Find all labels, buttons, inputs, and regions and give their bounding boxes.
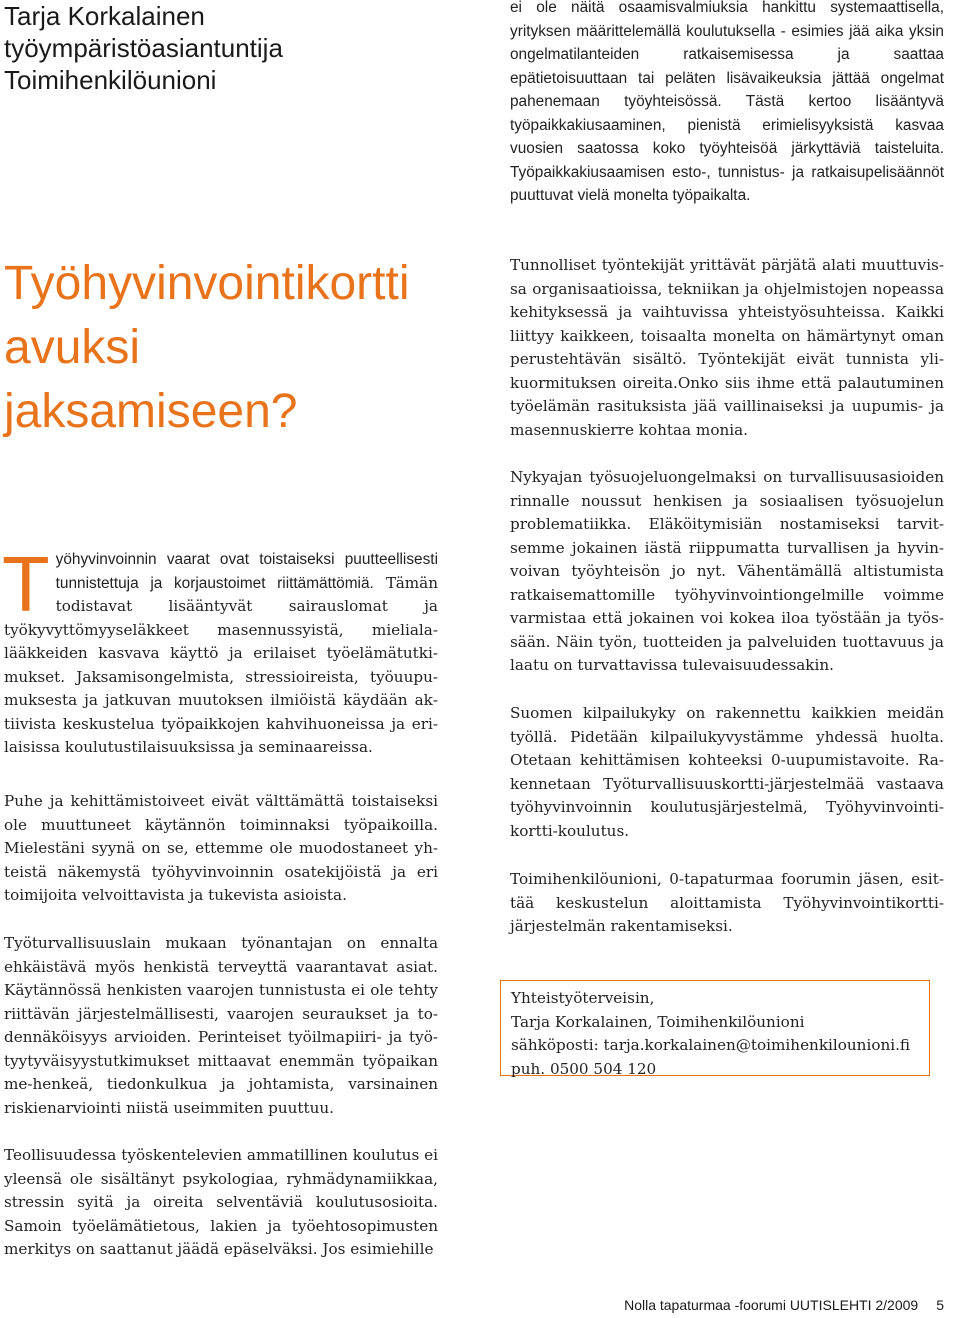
headline-line-1: Työhyvinvointikortti xyxy=(4,257,410,310)
contact-box xyxy=(500,980,930,1076)
page-number: 5 xyxy=(936,1297,944,1313)
left-column-para-4 xyxy=(4,1144,438,1262)
paragraph: Nykyajan työsuojeluongelmaksi on turvallisuusasioiden rinnalle noussut henkisen ja sosiaalisen työsuojelun problematiikka. Eläköitymisiän nostamiseksi tarvitsemme jokainen iästä riippumatta turvallisen ja hyvinvoivan työyhteisön jo nyt. Vähentämällä altistumista ratkaisemattomille työhyvinvointiongelmille voimme varmistaa että jokainen voi kokea iloa työstään ja työssään. Näin työn, tuotteiden ja palveluiden tuottavuus ja laatu on turvattavissa tulevaisuudessakin. xyxy=(510,468,944,674)
right-column-para-4 xyxy=(510,702,944,843)
author-role: työympäristöasiantuntija xyxy=(4,33,283,63)
right-column-para-2 xyxy=(510,254,944,442)
paragraph: ei ole näitä osaamisvalmiuksia hankittu systemaattisella, yrityksen määrittelemällä koulutuksella - esimies jää aika yksin ongelmatilanteiden ratkaisemisessa ja saattaa epätietoisuuttaan tai peläten lisävaikeuksia jättää ongelmat pahenemaan työyhteisössä. Tästä kertoo lisääntyvä työpaikkakiusaaminen, pienistä erimielisyyksistä kasvaa vuosien saatossa koko työyhteisöä järkyttäviä taisteluita. Työpaikkakiusaamisen esto-, tunnistus- ja ratkaisupelisäännöt puuttuvat vielä monelta työpaikalta. xyxy=(510,0,944,204)
paragraph: Työturvallisuuslain mukaan työnantajan on ennalta ehkäistävä myös henkistä terveyttä vaarantavat asiat. Käytännössä henkisten vaarojen tunnistusta ei ole tehty riittävän järjestelmällisesti, vaarojen seuraukset ja todennäköisyys arvioiden. Perinteiset työilmapiiri- ja työtyytyväisyystutkimukset mittaavat enemmän työpaikan me-henkeä, tiedonkulkua ja johtamista, varsinainen riskienarviointi niistä useimmiten puuttuu. xyxy=(4,934,438,1117)
contact-greeting: Yhteistyöterveisin, xyxy=(511,989,655,1007)
right-column-para-1 xyxy=(510,0,944,208)
author-org: Toimihenkilöunioni xyxy=(4,65,217,95)
paragraph: Teollisuudessa työskentelevien ammatillinen koulutus ei yleensä ole sisältänyt psykologiaa, ryhmädynamiikkaa, stressin syitä ja oireita selventäviä koulutusosioita. Samoin työelämätietous, lakien ja työehtosopimusten merkitys on saattanut jäädä epäselväksi. Jos esimiehille xyxy=(4,1146,438,1258)
right-column-para-3 xyxy=(510,466,944,678)
page-footer xyxy=(624,1297,944,1313)
left-column-para-3 xyxy=(4,932,438,1120)
paragraph-rest: Tämän todistavat lisääntyvät sairauslomat ja työkyvyttömyyseläkkeet masennussyistä, mielialalääkkeiden kasvava käyttö ja erilaiset työelämätutkimukset. Jaksamisongelmista, stressioireista, työuupumuksesta ja jatkuvan muutoksen ilmiöistä käydään aktiivista keskustelua työpaikkojen kahvihuoneissa ja erilaisissa koulutustilaisuuksissa ja seminaareissa. xyxy=(4,573,438,756)
paragraph: Toimihenkilöunioni, 0-tapaturmaa foorumin jäsen, esittää keskustelun aloittamista Työhyvinvointikorttijärjestelmän rakentamiseksi. xyxy=(510,870,944,935)
right-column-para-5 xyxy=(510,868,944,939)
paragraph xyxy=(2,540,438,760)
author-name: Tarja Korkalainen xyxy=(4,1,205,31)
left-column-para-2 xyxy=(4,790,438,908)
paragraph: Suomen kilpailukyky on rakennettu kaikkien meidän työllä. Pidetään kilpailukyvystämme yhdessä huolta. Otetaan kehittämisen kohteeksi 0-uupumistavoite. Rakennetaan Työturvallisuuskortti-järjestelmää vastaava työhyvinvoinnin koulutusjärjestelmä, Työhyvinvointikortti-koulutus. xyxy=(510,704,944,840)
contact-email: sähköposti: tarja.korkalainen@toimihenkilounioni.fi xyxy=(511,1036,911,1054)
drop-cap: T xyxy=(2,540,50,628)
left-column-para-1 xyxy=(2,540,438,760)
publication-name: Nolla tapaturmaa -foorumi UUTISLEHTI 2/2009 xyxy=(624,1297,919,1313)
paragraph: Tunnolliset työntekijät yrittävät pärjätä alati muuttuvissa organisaatioissa, tekniikan ja ohjelmistojen nopeassa kehityksessä ja vaihtuvissa yhteistyösuhteissa. Kaikki liittyy kaikkeen, toisaalta monelta on hämärtynyt oman perustehtävän sisältö. Työntekijät eivät tunnista ylikuormituksen oireita.Onko siis ihme että palautuminen työelämän rasituksista jää vaillinaiseksi ja uupumis- ja masennuskierre kohtaa monia. xyxy=(510,256,944,439)
article-headline xyxy=(4,252,438,444)
headline-line-2: avuksi xyxy=(4,321,141,374)
lead-sentence: yöhyvinvoinnin vaarat ovat toistaiseksi puutteellisesti tunnistettuja ja korjaustoimet riittämättömiä. xyxy=(55,551,438,592)
byline xyxy=(4,0,438,96)
paragraph: Puhe ja kehittämistoiveet eivät välttämättä toistaiseksi ole muuttuneet käytännön toiminnaksi työpaikoilla. Mielestäni syynä on se, ettemme ole muodostaneet yhteistä näkemystä työhyvinvoinnin osatekijöistä ja eri toimijoita velvoittavista ja tukevista asioista. xyxy=(4,792,438,904)
contact-phone: puh. 0500 504 120 xyxy=(511,1059,657,1078)
contact-name: Tarja Korkalainen, Toimihenkilöunioni xyxy=(511,1012,805,1031)
headline-line-3: jaksamiseen? xyxy=(4,385,298,438)
